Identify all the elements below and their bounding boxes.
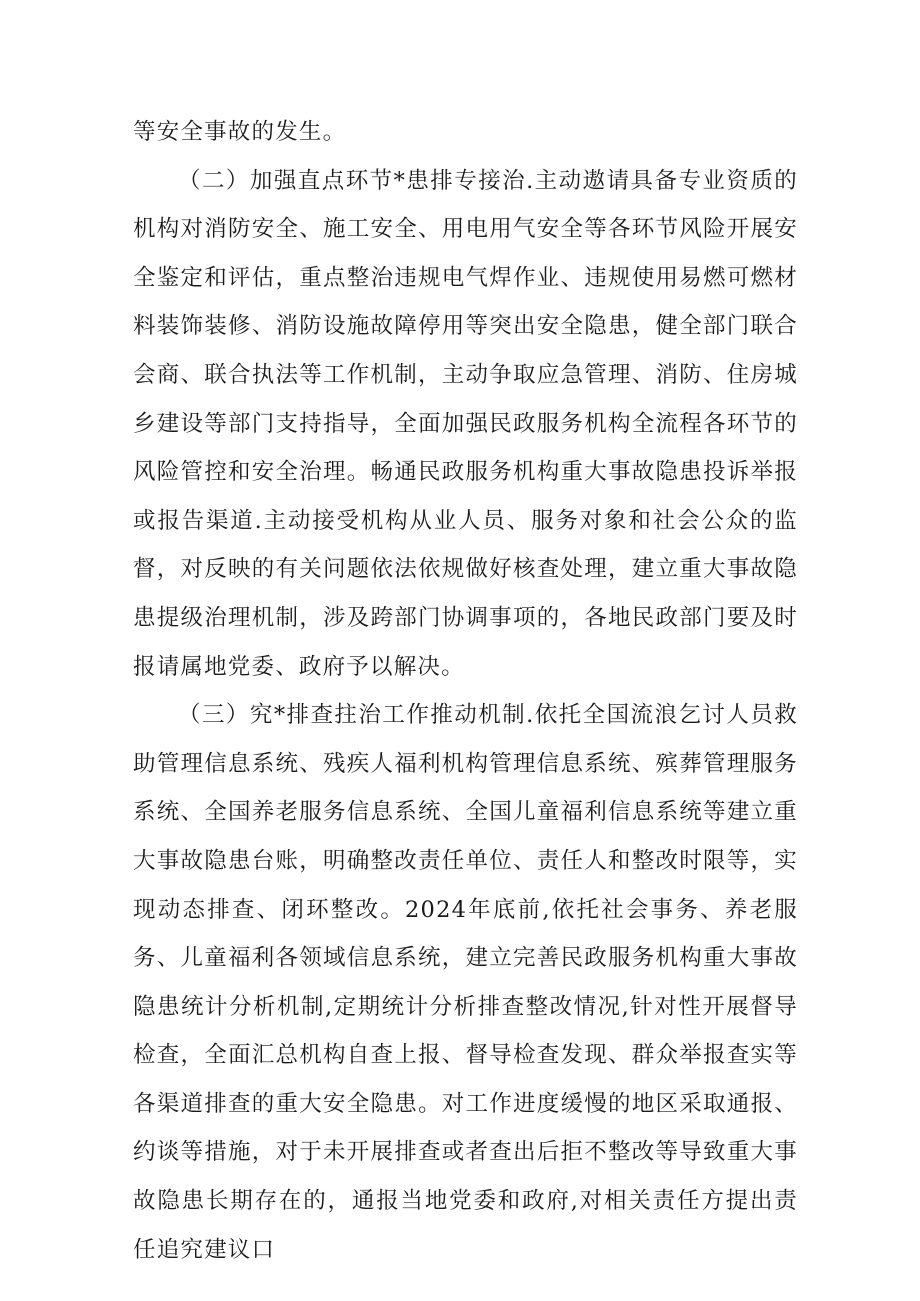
paragraph-section-2: （二）加强直点环节*患排专接治.主动遨请具备专业资质的机构对消防安全、施工安全、用电用气安全等各环节风险开展安全鉴定和评估，重点整治违规电气焊作业、违规使用易燃可燃材料装饰装修、消防设施故障停用等突出安全隐患，健全部门联合会商、联合执法等工作机制，主动争取应急管理、消防、住房城乡建设等部门支持指导，全面加强民政服务机构全流程各环节的风险管控和安全治理。畅通民政服务机构重大事故隐患投诉举报或报告渠道.主动接受机构从业人员、服务对象和社会公众的监督，对反映的有关问题依法依规做好核查处理，建立重大事故隐患提级治理机制，涉及跨部门协调事项的，各地民政部门要及时报请属地党委、政府予以解决。	[133, 167, 798, 680]
paragraph-continuation: 等安全事故的发生。	[133, 119, 347, 145]
paragraph-section-3: （三）究*排查拄治工作推动机制.依托全国流浪乞讨人员救助管理信息系统、残疾人福利机构管理信息系统、殡葬管理服务系统、全国养老服务信息系统、全国儿童福利信息系统等建立重大事故隐患台账，明确整改责任单位、责任人和整改时限等，实现动态排查、闭环整改。2024年底前,依托社会事务、养老服务、儿童福利各领域信息系统，建立完善民政服务机构重大事故隐患统计分析机制,定期统计分析排查整改情况,针对性开展督导检查，全面汇总机构自查上报、督导检查发现、群众举报查实等各渠道排查的重大安全隐患。对工作进度缓慢的地区采取通报、约谈等措施，对于未开展排查或者查出后拒不整改等导致重大事故隐患长期存在的，通报当地党委和政府,对相关责任方提出责任追究建议口	[133, 702, 798, 1263]
document-body	[133, 108, 798, 1274]
